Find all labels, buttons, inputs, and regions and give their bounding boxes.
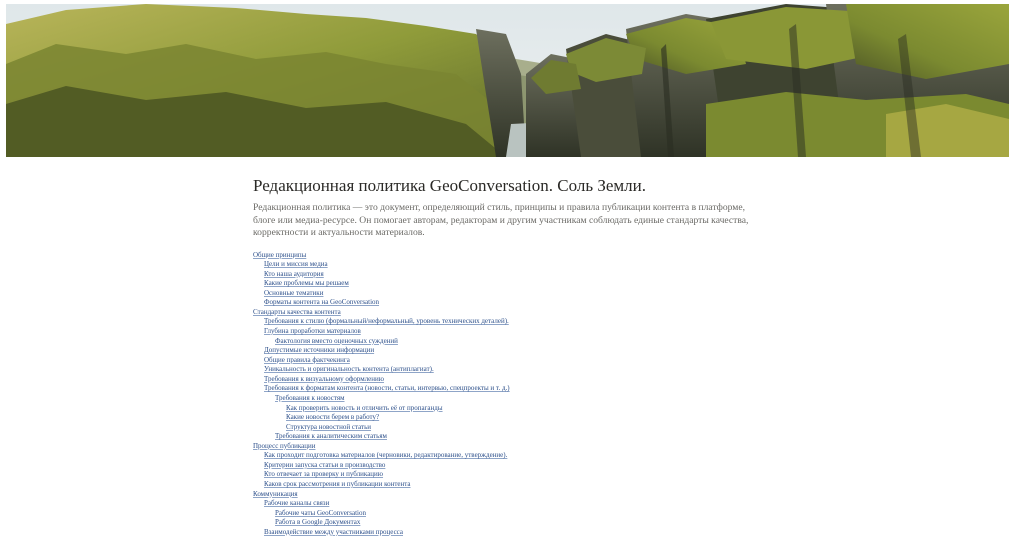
toc-link[interactable]: Допустимые источники информации xyxy=(253,346,753,356)
toc-link[interactable]: Стандарты качества контента xyxy=(253,308,753,318)
toc-link[interactable]: Структура новостной статьи xyxy=(253,423,753,433)
toc-link[interactable]: Работа в Google Документах xyxy=(253,518,753,528)
toc-link[interactable]: Как проходит подготовка материалов (черновики, редактирование, утверждение). xyxy=(253,451,753,461)
toc-link[interactable]: Общие принципы xyxy=(253,251,753,261)
toc-link[interactable]: Каков срок рассмотрения и публикации контента xyxy=(253,480,753,490)
toc-link[interactable]: Как проверить новость и отличить её от пропаганды xyxy=(253,404,753,414)
toc-link[interactable]: Глубина проработки материалов xyxy=(253,327,753,337)
toc-link[interactable]: Коммуникация xyxy=(253,490,753,500)
toc-link[interactable]: Форматы контента на GeoConversation xyxy=(253,298,753,308)
toc-link[interactable]: Рабочие чаты GeoConversation xyxy=(253,509,753,519)
toc-link[interactable]: Критерии запуска статьи в производство xyxy=(253,461,753,471)
page-content xyxy=(253,176,753,537)
page-title: Редакционная политика GeoConversation. Соль Земли. xyxy=(253,176,753,196)
toc-link[interactable]: Процесс публикации xyxy=(253,442,753,452)
toc-link[interactable]: Уникальность и оригинальность контента (антиплагиат). xyxy=(253,365,753,375)
toc-link[interactable]: Рабочие каналы связи xyxy=(253,499,753,509)
toc-link[interactable]: Цели и миссия медиа xyxy=(253,260,753,270)
toc-link[interactable]: Какие новости берем в работу? xyxy=(253,413,753,423)
toc-link[interactable]: Какие проблемы мы решаем xyxy=(253,279,753,289)
toc-link[interactable]: Требования к визуальному оформлению xyxy=(253,375,753,385)
cover-image xyxy=(6,4,1009,157)
toc-link[interactable]: Основные тематики xyxy=(253,289,753,299)
toc-link[interactable]: Кто наша аудитория xyxy=(253,270,753,280)
toc-link[interactable]: Требования к аналитическим статьям xyxy=(253,432,753,442)
page-intro: Редакционная политика — это документ, определяющий стиль, принципы и правила публикации контента в платформе, блоге или медиа-ресурсе. Он помогает авторам, редакторам и другим участникам соблюдать единые стандарты качества, корректности и актуальности материалов. xyxy=(253,202,753,240)
toc-link[interactable]: Общие правила фактчекинга xyxy=(253,356,753,366)
toc-link[interactable]: Взаимодействие между участниками процесса xyxy=(253,528,753,537)
canyon-landscape-illustration xyxy=(6,4,1009,157)
toc-link[interactable]: Требования к форматам контента (новости, статьи, интервью, спецпроекты и т. д.) xyxy=(253,384,753,394)
toc-link[interactable]: Кто отвечает за проверку и публикацию xyxy=(253,470,753,480)
toc-link[interactable]: Фактология вместо оценочных суждений xyxy=(253,337,753,347)
toc-link[interactable]: Требования к новостям xyxy=(253,394,753,404)
toc-link[interactable]: Требования к стилю (формальный/неформальный, уровень технических деталей). xyxy=(253,317,753,327)
table-of-contents xyxy=(253,251,753,537)
